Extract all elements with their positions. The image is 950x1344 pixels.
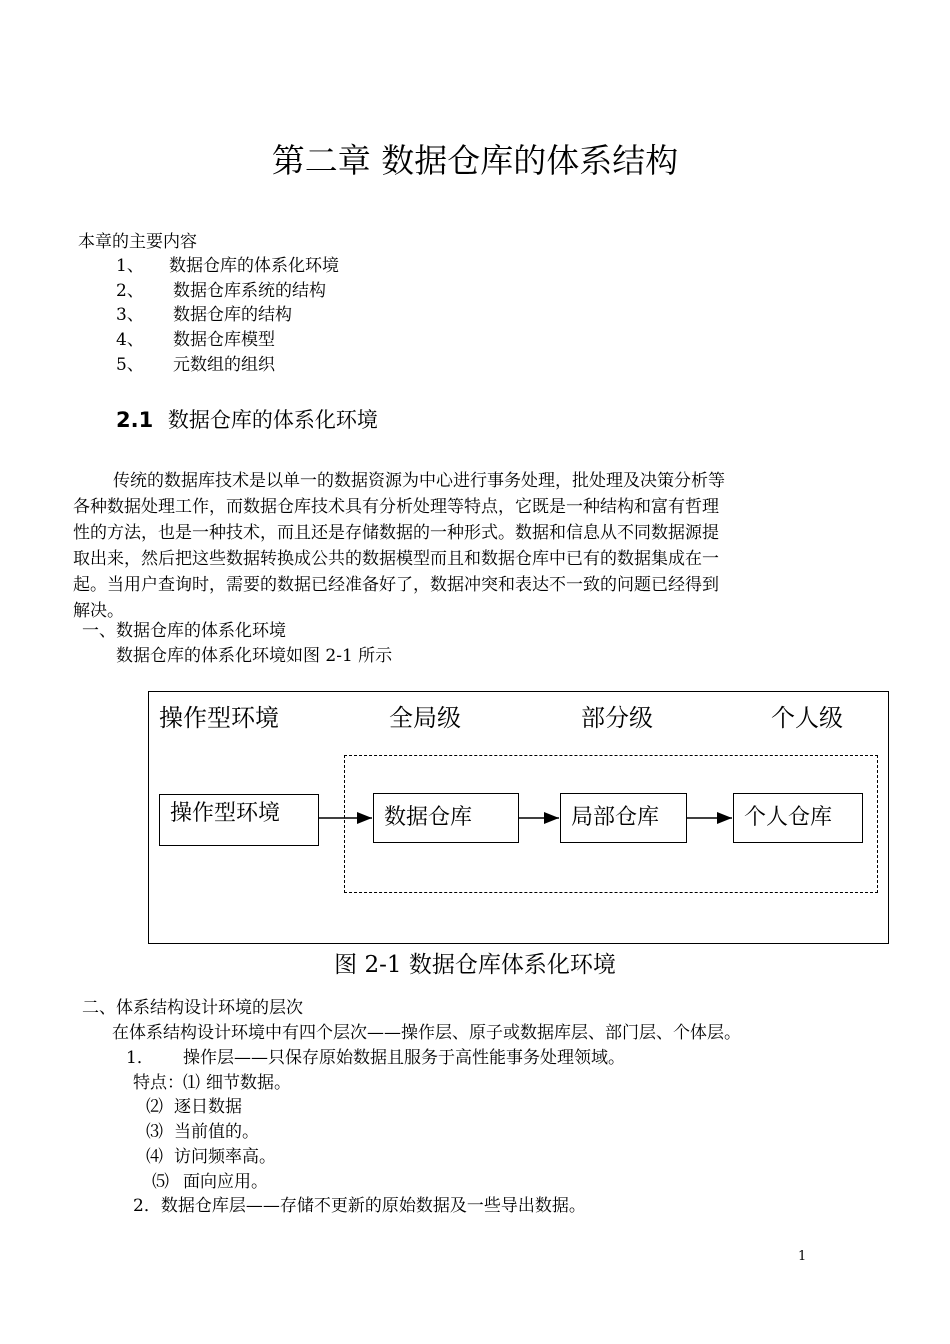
box-label: 数据仓库 (384, 805, 473, 830)
figure-header-label: 操作型环境 (159, 704, 279, 732)
feature-text: 面向应用。 (183, 1172, 268, 1192)
paragraph-line: 解决。 (73, 601, 124, 621)
intro-item-text: 元数组的组织 (173, 355, 275, 375)
feature-text: 细节数据。 (206, 1073, 291, 1093)
paragraph-line: 性的方法，也是一种技术，而且还是存储数据的一种形式。数据和信息从不同数据源提 (73, 523, 719, 543)
intro-item-text: 数据仓库模型 (173, 330, 275, 350)
feature-text: 当前值的。 (174, 1122, 259, 1142)
body-paragraph (73, 468, 813, 624)
chapter-title: 第二章 数据仓库的体系结构 (271, 141, 679, 180)
feature-num: ⑵ (146, 1097, 163, 1117)
paragraph-line: 传统的数据库技术是以单一的数据资源为中心进行事务处理，批处理及决策分析等 (113, 471, 725, 491)
box-label: 局部仓库 (571, 805, 660, 830)
intro-heading: 本章的主要内容 (78, 232, 197, 252)
paragraph-line: 起。当用户查询时，需要的数据已经准备好了，数据冲突和表达不一致的问题已经得到 (73, 575, 719, 595)
intro-item-num: 3、 (116, 305, 144, 325)
intro-item-num: 5、 (116, 355, 144, 375)
figure-header-label: 个人级 (771, 704, 843, 732)
intro-item-num: 4、 (116, 330, 144, 350)
section-title: 数据仓库的体系化环境 (167, 408, 378, 432)
figure-header-label: 全局级 (389, 704, 461, 732)
section-number: 2.1 (116, 408, 154, 432)
intro-item-text: 数据仓库的体系化环境 (169, 256, 339, 276)
figure-arrows (149, 692, 887, 942)
intro-item-text: 数据仓库的结构 (173, 305, 292, 325)
list-item: 2．数据仓库层——存储不更新的原始数据及一些导出数据。 (133, 1196, 586, 1216)
intro-item-num: 1、 (116, 256, 144, 276)
subsection-heading: 一、数据仓库的体系化环境 (82, 621, 286, 641)
list-item-num: 1． (126, 1048, 154, 1068)
page-number: 1 (798, 1249, 807, 1264)
paragraph-line: 各种数据处理工作，而数据仓库技术具有分析处理等特点，它既是一种结构和富有哲理 (73, 497, 719, 517)
feature-num: ⑶ (146, 1122, 163, 1142)
features-label: 特点： (133, 1073, 184, 1093)
feature-num: ⑸ (152, 1172, 169, 1192)
feature-num: ⑷ (146, 1147, 163, 1167)
paragraph-line: 取出来，然后把这些数据转换成公共的数据模型而且和数据仓库中已有的数据集成在一 (73, 549, 719, 569)
list-item-text: 操作层——只保存原始数据且服务于高性能事务处理领域。 (183, 1048, 625, 1068)
figure-frame (148, 691, 889, 944)
intro-item-num: 2、 (116, 281, 144, 301)
subsection-heading: 二、体系结构设计环境的层次 (82, 998, 303, 1018)
figure-caption: 图 2-1 数据仓库体系化环境 (334, 952, 616, 978)
intro-item-text: 数据仓库系统的结构 (173, 281, 326, 301)
section-heading (116, 404, 378, 434)
figure-header-label: 部分级 (581, 704, 653, 732)
feature-text: 访问频率高。 (174, 1147, 276, 1167)
feature-text: 逐日数据 (174, 1097, 242, 1117)
box-label: 个人仓库 (744, 805, 833, 830)
subsection-text: 数据仓库的体系化环境如图 2-1 所示 (116, 646, 393, 666)
subsection-intro: 在体系结构设计环境中有四个层次——操作层、原子或数据库层、部门层、个体层。 (112, 1023, 741, 1043)
box-label: 操作型环境 (170, 801, 281, 826)
feature-num: ⑴ (183, 1073, 200, 1093)
